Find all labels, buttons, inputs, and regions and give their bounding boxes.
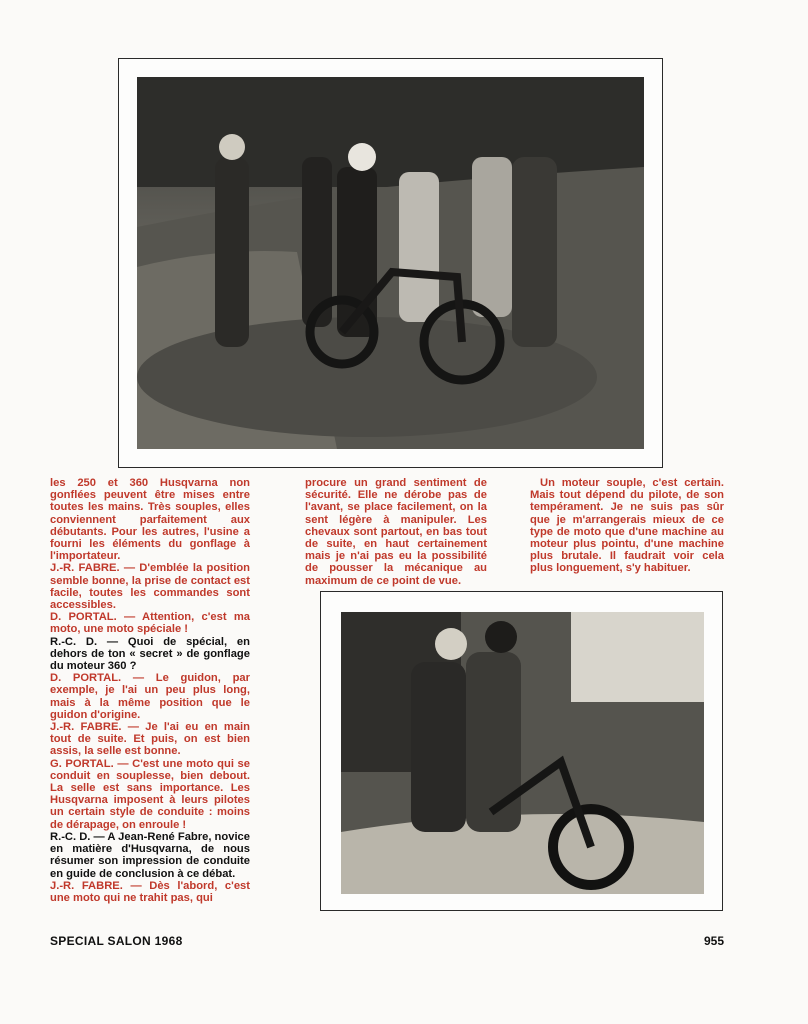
top-photo-frame bbox=[118, 58, 663, 468]
para-dportal-1 bbox=[50, 611, 250, 635]
page-number: 955 bbox=[704, 934, 725, 948]
speaker-label: J.-R. FABRE. bbox=[50, 721, 122, 734]
article-middle-column bbox=[305, 477, 487, 587]
publication-footer: SPECIAL SALON 1968 bbox=[50, 934, 183, 948]
para-rcd-question-1 bbox=[50, 636, 250, 673]
para-text: — C'est une moto qui se conduit en souplesse, bien debout. La selle est sans importance. Les Husqvarna imposent à leurs pilotes un certain style de conduite : moins de dérapage, on enroule ! bbox=[50, 757, 250, 831]
para-text: — Dès l'abord, c'est une moto qui ne trahit pas, qui bbox=[50, 879, 250, 904]
para-text: les 250 et 360 Husqvarna non gonflées peuvent être mises entre toutes les mains. Très souples, elles conviennent parfaitement aux débutants. Pour les autres, l'usine a fourni les éléments du gonflage à l'importateur. bbox=[50, 477, 250, 563]
speaker-label: D. PORTAL. bbox=[50, 672, 122, 685]
top-photo bbox=[137, 77, 644, 449]
para-rcd-question-2 bbox=[50, 831, 250, 880]
speaker-label: D. PORTAL. bbox=[50, 611, 117, 624]
bottom-photo-frame bbox=[320, 591, 723, 911]
para-gportal bbox=[50, 758, 250, 831]
speaker-label: J.-R. FABRE. bbox=[50, 562, 120, 575]
speaker-label: R.-C. D. bbox=[50, 635, 98, 648]
para-fabre-2 bbox=[50, 721, 250, 758]
article-right-column bbox=[530, 477, 724, 575]
para-text: — D'emblée la position semble bonne, la prise de contact est facile, toutes les commandes sont accessibles. bbox=[50, 562, 250, 612]
para-dportal-2 bbox=[50, 672, 250, 721]
para-fabre-3 bbox=[50, 880, 250, 904]
speaker-label: J.-R. FABRE. bbox=[50, 879, 123, 892]
para-intro bbox=[50, 477, 250, 562]
para-text: — A Jean-René Fabre, novice en matière d'Husqvarna, de nous résumer son impression de conduite en guide de conclusion à ce débat. bbox=[50, 830, 250, 880]
bottom-photo bbox=[341, 612, 704, 894]
speaker-label: G. PORTAL. bbox=[50, 757, 114, 770]
para-text: — Attention, c'est ma moto, une moto spéciale ! bbox=[50, 611, 250, 636]
para-text: — Je l'ai eu en main tout de suite. Et puis, on est bien assis, la selle est bonne. bbox=[50, 721, 250, 758]
speaker-label: R.-C. D. bbox=[50, 830, 91, 843]
para-text: — Le guidon, par exemple, je l'ai un peu plus long, mais à la même position que le guidon d'origine. bbox=[50, 672, 250, 721]
para-middle: procure un grand sentiment de sécurité. Elle ne dérobe pas de l'avant, se place facilement, on la sent légère à manipuler. Les chevaux sont partout, en bas tout de suite, en haut certainement mais je n'ai pas eu la possibilité de pousser la mécanique au maximum de ce point de vue. bbox=[305, 477, 487, 587]
para-right: Un moteur souple, c'est certain. Mais tout dépend du pilote, de son tempérament. Je ne suis pas sûr que je m'arrangerais mieux de ce type de moto que d'une machine au moteur plus pointu, d'une machine plus brutale. Il faudrait voir cela plus longuement, s'y habituer. bbox=[530, 477, 724, 575]
para-fabre-1 bbox=[50, 562, 250, 611]
para-text: — Quoi de spécial, en dehors de ton « secret » de gonflage du moteur 360 ? bbox=[50, 635, 250, 673]
article-left-column bbox=[50, 477, 250, 904]
